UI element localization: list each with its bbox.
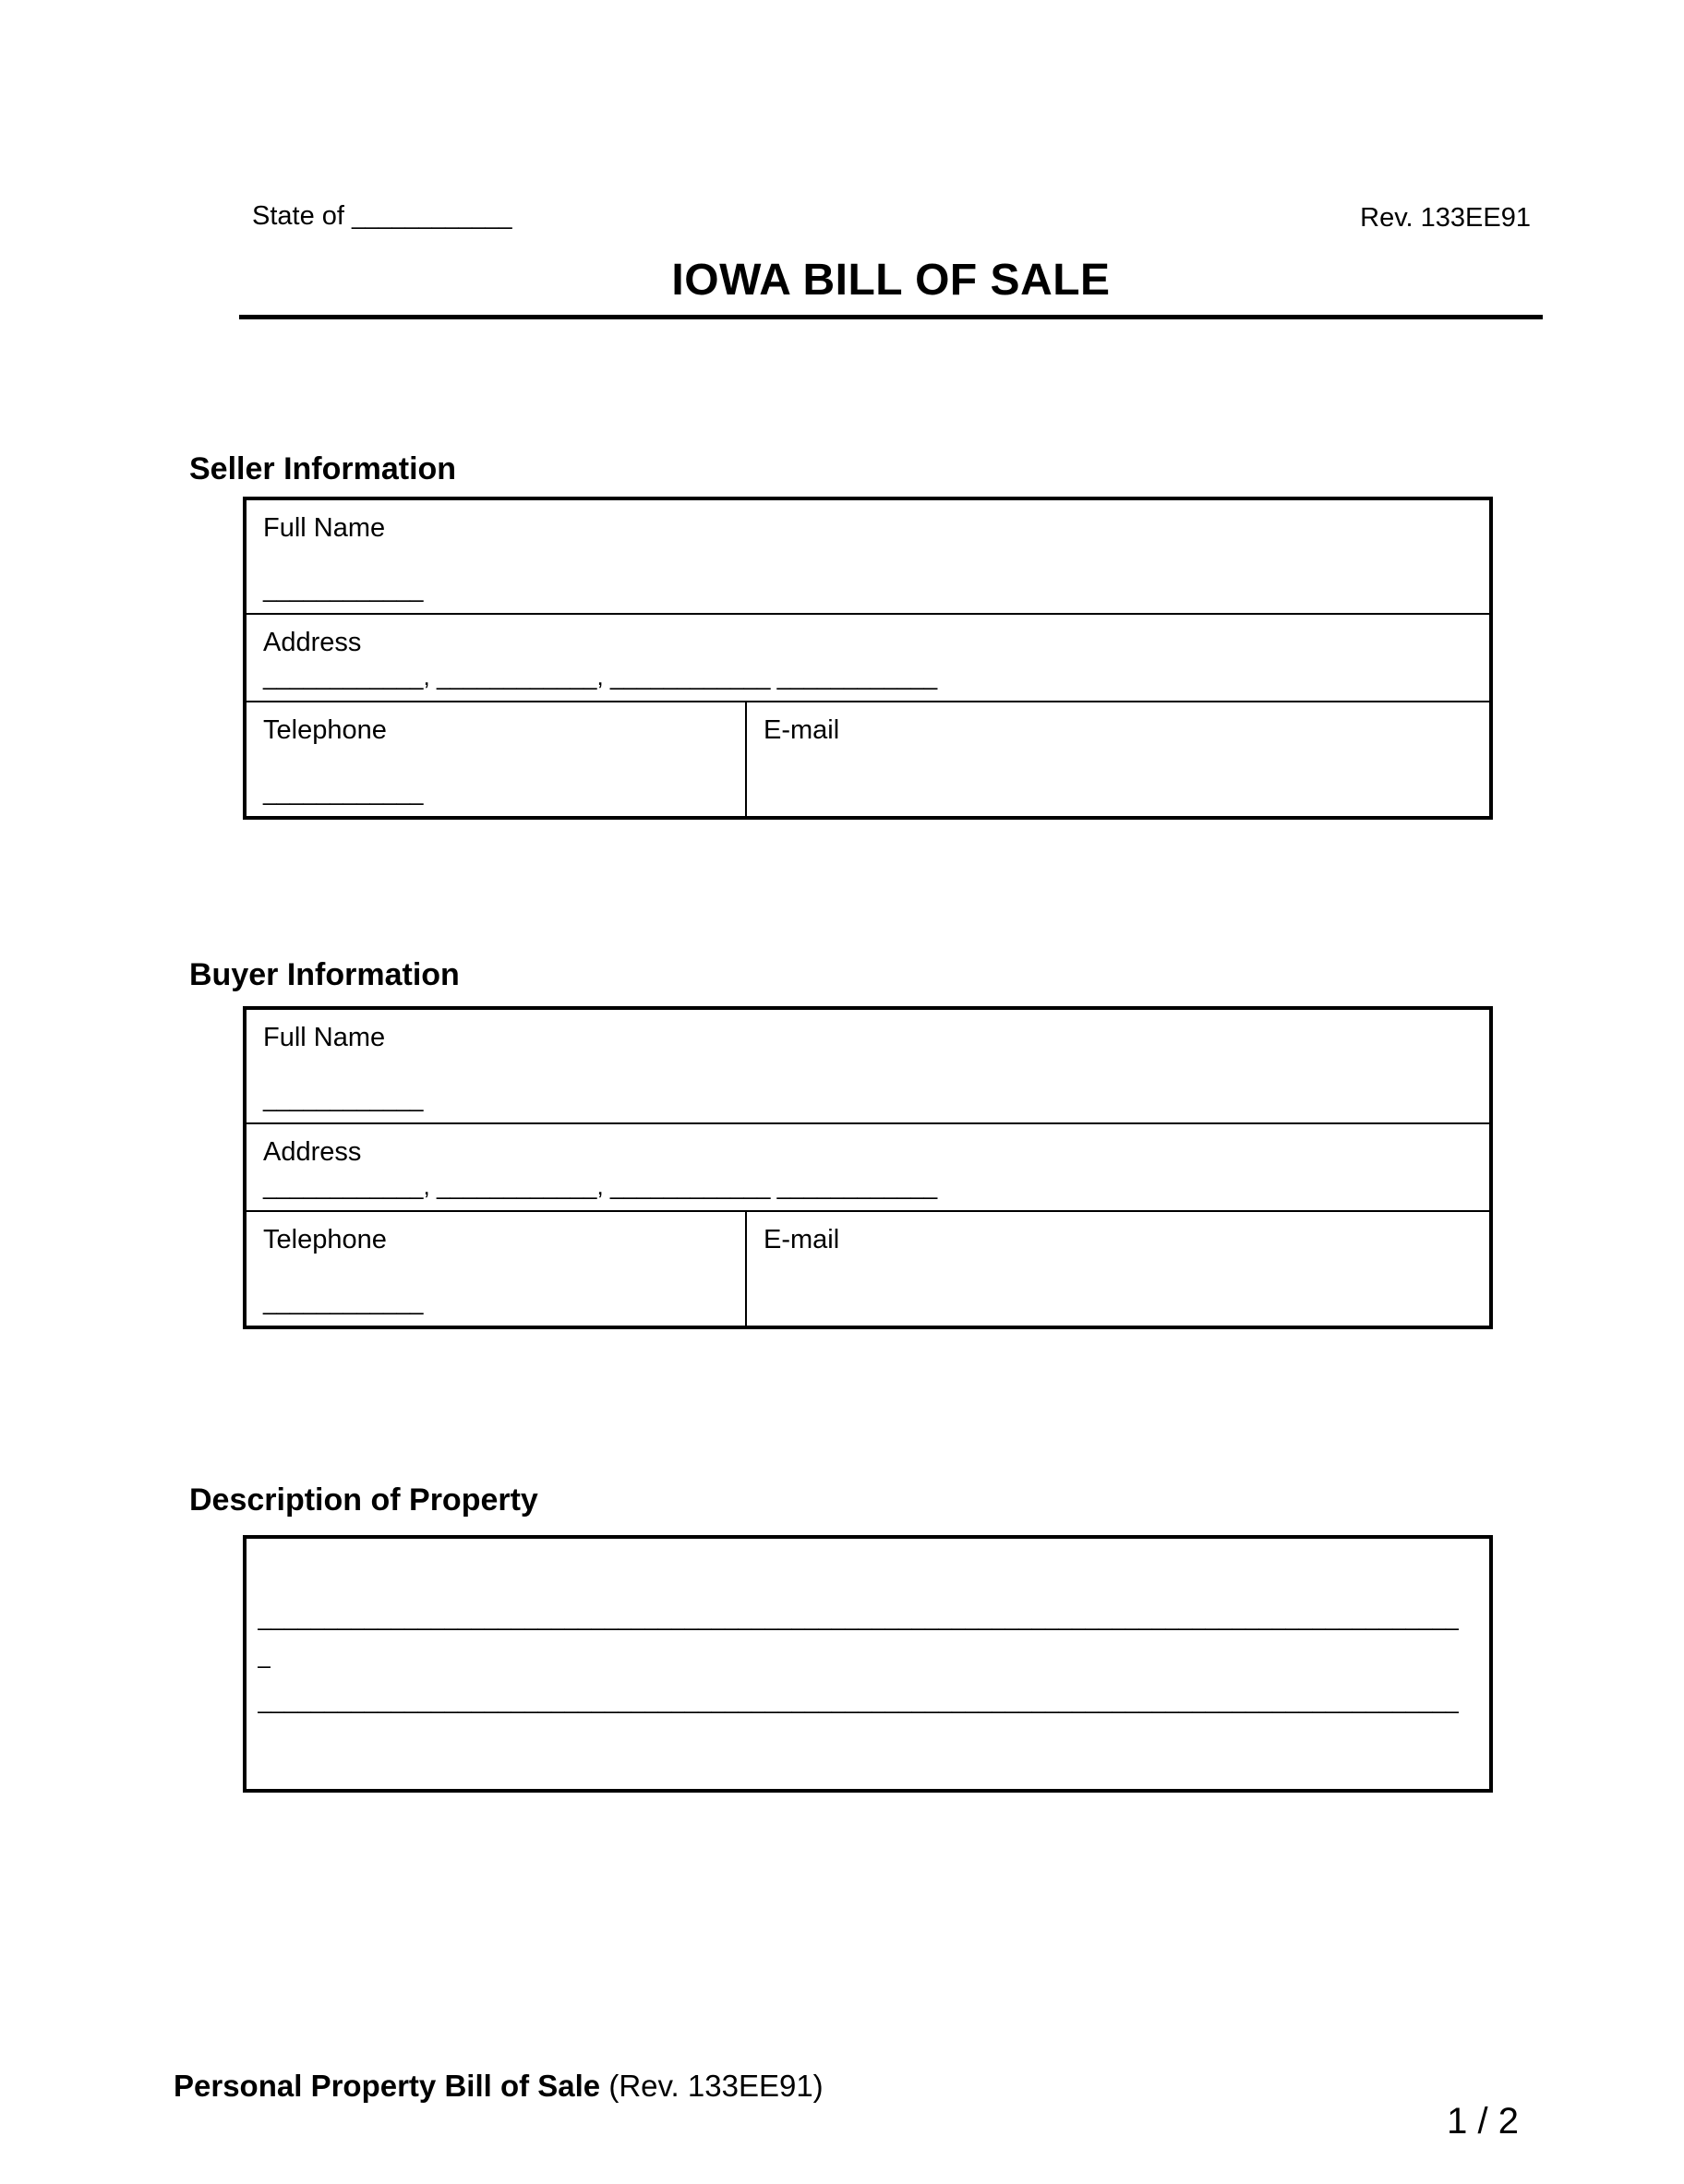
state-of-label: State of [252,201,344,231]
buyer-telephone-cell [247,1212,747,1326]
seller-email-cell [747,702,1489,816]
seller-email-label: E-mail [764,715,840,745]
buyer-telephone-label: Telephone [263,1225,387,1254]
description-section-heading: Description of Property [189,1482,538,1518]
buyer-full-name-blank: ____________ [263,1085,424,1112]
seller-full-name-blank: ____________ [263,575,424,603]
seller-address-row [247,615,1489,702]
buyer-contact-row [247,1212,1489,1326]
buyer-email-label: E-mail [764,1225,840,1254]
seller-full-name-label: Full Name [263,513,386,543]
description-blank-line-2: _ [258,1641,271,1669]
footer-doc-rev: (Rev. 133EE91) [600,2069,824,2103]
description-box [243,1535,1493,1793]
seller-info-table [243,497,1493,820]
seller-telephone-label: Telephone [263,715,387,745]
seller-address-blank: ____________, ____________, ____________ ____________ [263,663,938,690]
buyer-address-row [247,1124,1489,1212]
footer-document-name [174,2069,824,2104]
state-of-blank-field: ____________ [352,202,512,230]
buyer-telephone-blank: ____________ [263,1288,424,1315]
description-blank-line-3: __________________________________________________________________________________________ [258,1686,1460,1714]
seller-full-name-row [247,500,1489,615]
buyer-email-cell [747,1212,1489,1326]
seller-address-label: Address [263,628,362,657]
state-of-line [252,201,512,232]
buyer-info-table [243,1006,1493,1329]
buyer-address-blank: ____________, ____________, ____________ ____________ [263,1172,938,1200]
description-blank-line-1: __________________________________________________________________________________________ [258,1603,1460,1631]
buyer-full-name-label: Full Name [263,1023,386,1052]
title-divider [239,315,1543,319]
seller-telephone-blank: ____________ [263,778,424,806]
seller-section-heading: Seller Information [189,451,457,486]
page-title: IOWA BILL OF SALE [671,256,1111,305]
buyer-address-label: Address [263,1137,362,1167]
seller-telephone-cell [247,702,747,816]
revision-label: Rev. 133EE91 [1360,203,1531,233]
footer-doc-title: Personal Property Bill of Sale [174,2069,601,2103]
page-number-indicator: 1 / 2 [1447,2101,1519,2142]
buyer-full-name-row [247,1010,1489,1124]
seller-contact-row [247,702,1489,816]
buyer-section-heading: Buyer Information [189,957,460,992]
